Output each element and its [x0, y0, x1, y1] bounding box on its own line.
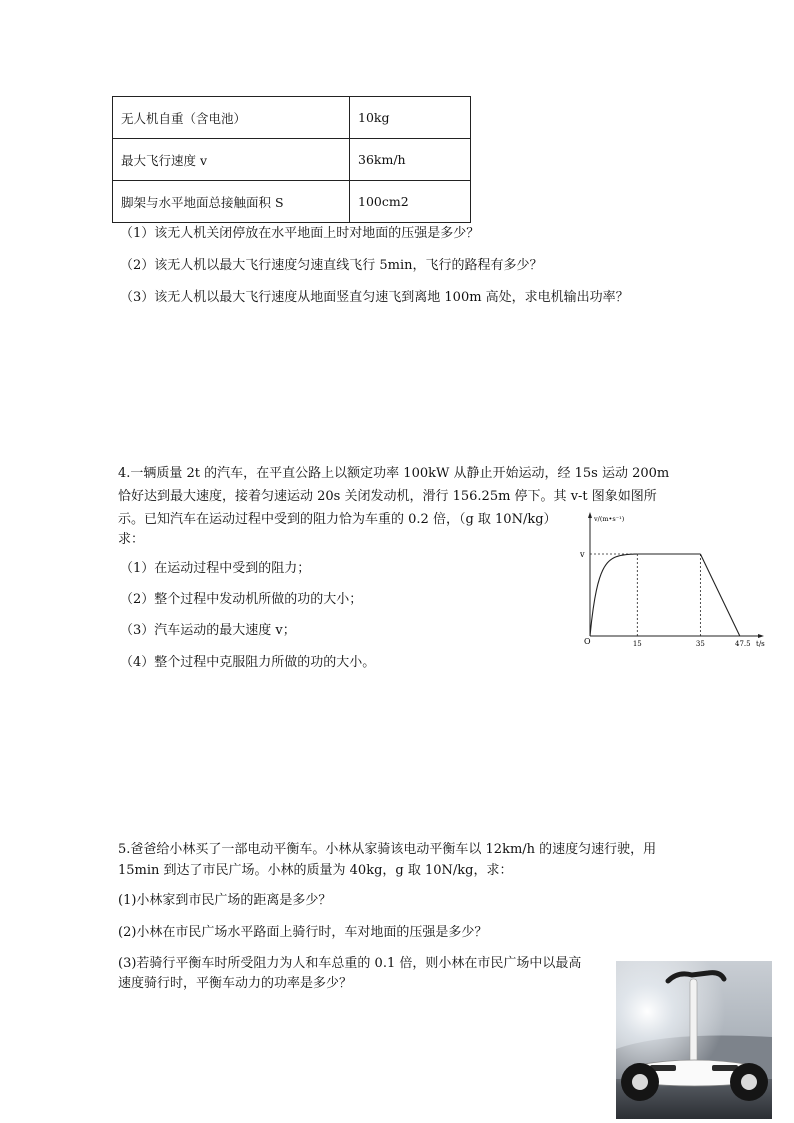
- spec-value: 10kg: [350, 97, 471, 139]
- p4-intro-line-3: 示。已知汽车在运动过程中受到的阻力恰为车重的 0.2 倍，（g 取 10N/kg）: [118, 512, 557, 527]
- spec-label: 无人机自重（含电池）: [113, 97, 350, 139]
- p4-question-3: （3）汽车运动的最大速度 v；: [120, 623, 296, 638]
- y-axis-arrow: [588, 512, 592, 518]
- table-row: [113, 139, 471, 181]
- origin-label: O: [584, 637, 591, 646]
- y-tick-label-v: v: [580, 550, 585, 559]
- p4-question-2: （2）整个过程中发动机所做的功的大小；: [120, 592, 363, 607]
- spec-label: 脚架与水平地面总接触面积 S: [113, 181, 350, 223]
- p4-intro-line-2: 恰好达到最大速度，接着匀速运动 20s 关闭发动机，滑行 156.25m 停下。其 v-t 图象如图所: [118, 489, 657, 504]
- scooter-column: [690, 979, 697, 1065]
- table-row: [113, 97, 471, 139]
- x-tick-label-35: 35: [695, 640, 705, 648]
- p3-question-2: （2）该无人机以最大飞行速度匀速直线飞行 5min，飞行的路程有多少？: [120, 258, 543, 273]
- x-tick-label-15: 15: [632, 640, 642, 648]
- p4-intro-line-4: 求：: [118, 532, 145, 547]
- velocity-decline-segment: [700, 554, 739, 636]
- p4-question-1: （1）在运动过程中受到的阻力；: [120, 561, 311, 576]
- scooter-hub-right: [741, 1074, 757, 1090]
- x-axis-label: t/s: [756, 640, 765, 648]
- p5-question-2: (2)小林在市民广场水平路面上骑行时，车对地面的压强是多少？: [118, 925, 488, 940]
- x-axis-arrow: [758, 634, 764, 638]
- p5-question-1: (1)小林家到市民广场的距离是多少？: [118, 893, 332, 908]
- vt-chart: [578, 508, 774, 654]
- scooter-footpad-right: [712, 1065, 738, 1071]
- spec-value: 36km/h: [350, 139, 471, 181]
- scooter-hub-left: [632, 1074, 648, 1090]
- p5-intro-line-2: 15min 到达了市民广场。小林的质量为 40kg，g 取 10N/kg，求：: [118, 863, 513, 878]
- p4-question-4: （4）整个过程中克服阻力所做的功的大小。: [120, 655, 376, 670]
- p3-question-3: （3）该无人机以最大飞行速度从地面竖直匀速飞到离地 100m 高处，求电机输出功率？: [120, 290, 629, 305]
- spec-value: 100cm2: [350, 181, 471, 223]
- spec-table: [112, 96, 471, 223]
- velocity-curve: [590, 554, 637, 636]
- balance-scooter-photo: [616, 961, 772, 1119]
- p3-question-1: （1）该无人机关闭停放在水平地面上时对地面的压强是多少？: [120, 226, 480, 241]
- y-axis-label: v/(m•s⁻¹): [594, 515, 625, 523]
- spec-label: 最大飞行速度 v: [113, 139, 350, 181]
- p5-question-3-line-2: 速度骑行时，平衡车动力的功率是多少？: [118, 976, 353, 991]
- p5-question-3-line-1: (3)若骑行平衡车时所受阻力为人和车总重的 0.1 倍，则小林在市民广场中以最高: [118, 956, 582, 971]
- p4-intro-line-1: 4.一辆质量 2t 的汽车，在平直公路上以额定功率 100kW 从静止开始运动，经 15s 运动 200m: [118, 466, 670, 481]
- x-tick-label-47-5: 47.5: [735, 640, 751, 648]
- table-row: [113, 181, 471, 223]
- p5-intro-line-1: 5.爸爸给小林买了一部电动平衡车。小林从家骑该电动平衡车以 12km/h 的速度匀速行驶，用: [118, 842, 657, 857]
